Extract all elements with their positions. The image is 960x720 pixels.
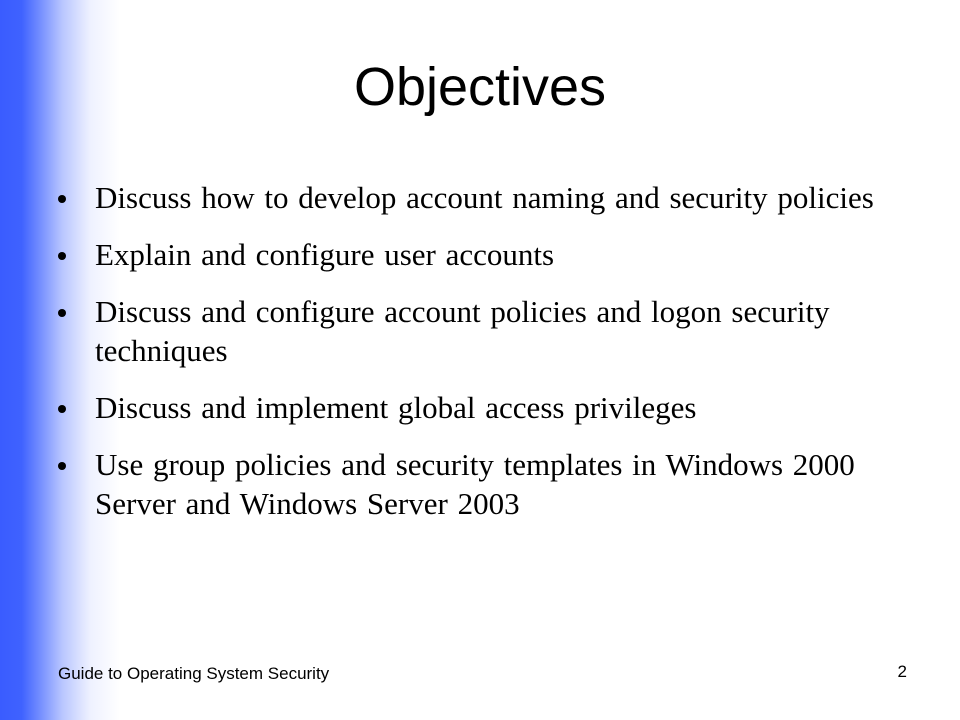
bullet-dot-icon (58, 195, 66, 203)
bullet-text: Use group policies and security templates in Windows 2000 Server and Windows Server 2003 (95, 447, 855, 521)
bullet-dot-icon (58, 462, 66, 470)
bullet-text: Discuss how to develop account naming and security policies (95, 180, 874, 215)
bullet-item (58, 388, 908, 427)
bullet-text: Discuss and configure account policies and logon security techniques (95, 294, 830, 368)
bullet-item (58, 292, 908, 370)
slide-title: Objectives (353, 57, 607, 117)
bullet-item (58, 235, 908, 274)
bullet-dot-icon (58, 252, 66, 260)
bullet-text: Explain and configure user accounts (95, 237, 555, 272)
bullet-dot-icon (58, 309, 66, 317)
bullet-list (58, 178, 908, 541)
footer-text: Guide to Operating System Security (58, 664, 330, 683)
bullet-item (58, 445, 908, 523)
bullet-item (58, 178, 908, 217)
bullet-dot-icon (58, 405, 66, 413)
page-number: 2 (897, 662, 907, 681)
bullet-text: Discuss and implement global access privileges (95, 390, 697, 425)
